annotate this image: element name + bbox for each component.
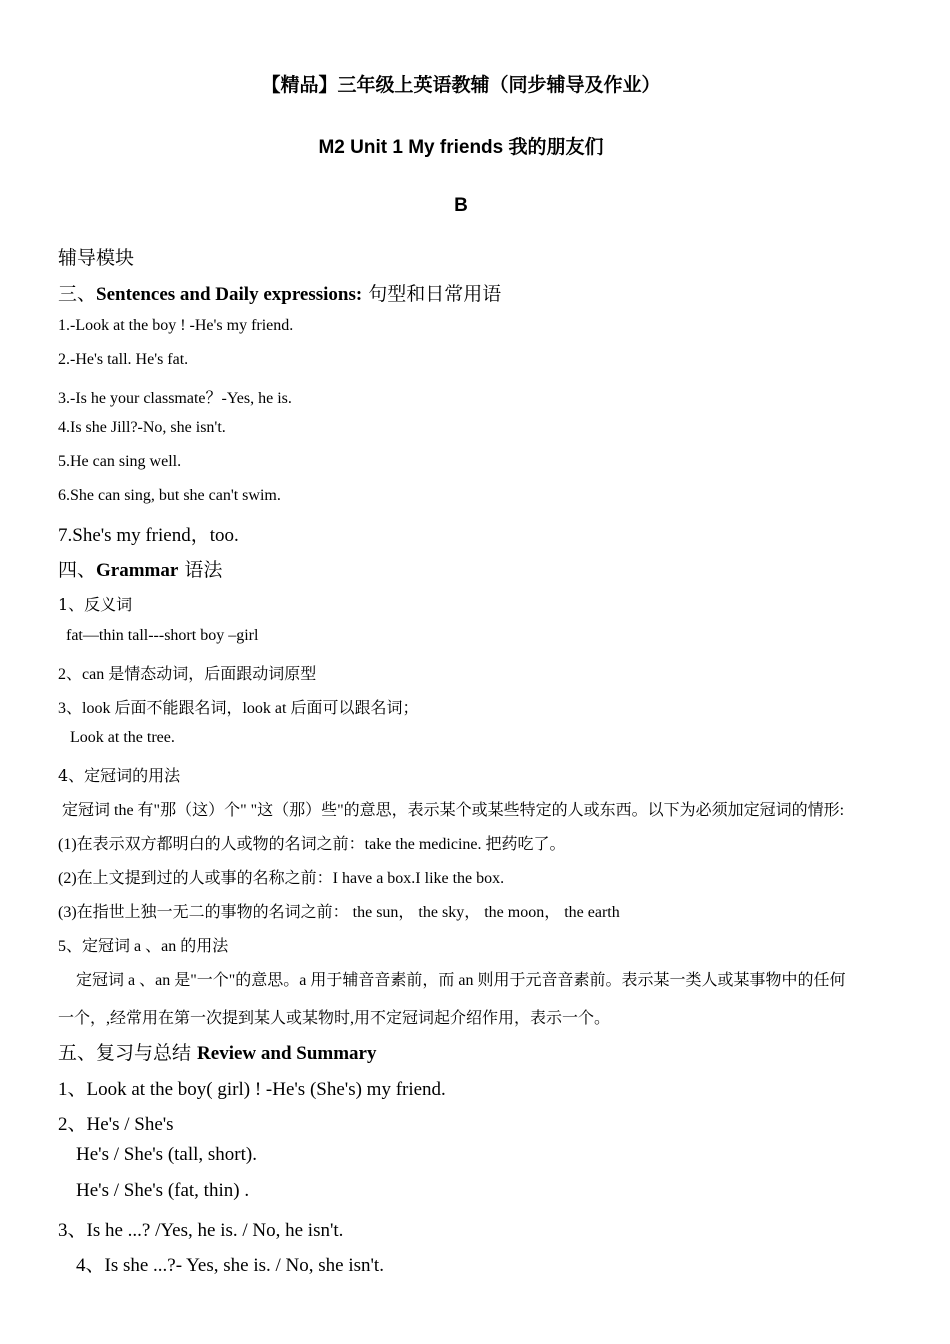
document-title: 【精品】三年级上英语教辅（同步辅导及作业） (261, 75, 661, 96)
section5-heading (58, 1038, 377, 1065)
grammar-case: (1)在表示双方都明白的人或物的名词之前：take the medicine. 把药吃了。 (58, 836, 566, 853)
review-item: 4、Is she ...?- Yes, she is. / No, she isn't. (76, 1255, 384, 1276)
sentence-item: 4.Is she Jill?-No, she isn't. (58, 419, 226, 436)
document-subtitle: M2 Unit 1 My friends 我的朋友们 (318, 137, 604, 158)
sentence-item: 5.He can sing well. (58, 453, 182, 470)
section4-heading-cn: 语法 (178, 559, 223, 581)
section4-prefix: 四、 (58, 559, 97, 581)
section3-prefix: 三、 (58, 283, 97, 305)
section3-heading (58, 279, 501, 306)
grammar-point-title: 3、look 后面不能跟名词，look at 后面可以跟名词； (58, 700, 419, 717)
sentence-item: 3.-Is he your classmate？-Yes, he is. (58, 390, 292, 407)
grammar-case: (3)在指世上独一无二的事物的名词之前： the sun， the sky， the moon， the earth (58, 904, 620, 921)
review-item: 2、He's / She's (58, 1114, 174, 1135)
section3-heading-en: Sentences and Daily expressions: (96, 284, 363, 305)
review-item: He's / She's (fat, thin) . (76, 1180, 250, 1201)
difficulty-level: B (454, 195, 468, 216)
grammar-point-title: 5、定冠词 a 、an 的用法 (58, 938, 229, 955)
sentence-item: 2.-He's tall. He's fat. (58, 351, 189, 368)
section4-heading-en: Grammar (96, 560, 179, 581)
section3-heading-cn: 句型和日常用语 (362, 283, 502, 305)
sentence-item: 1.-Look at the boy ! -He's my friend. (58, 317, 294, 334)
review-item: He's / She's (tall, short). (76, 1144, 257, 1165)
sentence-item: 7.She's my friend，too. (58, 525, 239, 546)
grammar-case: (2)在上文提到过的人或事的名称之前：I have a box.I like the box. (58, 870, 505, 887)
grammar-description: 一个，,经常用在第一次提到某人或某物时,用不定冠词起介绍作用，表示一个。 (58, 1010, 611, 1027)
section5-prefix: 五、复习与总结 (58, 1042, 198, 1064)
section5-heading-en: Review and Summary (197, 1043, 377, 1064)
review-item: 3、Is he ...? /Yes, he is. / No, he isn't. (58, 1220, 344, 1241)
sentence-item: 6.She can sing, but she can't swim. (58, 487, 281, 504)
section4-heading (58, 555, 222, 582)
grammar-example: fat—thin tall---short boy –girl (66, 627, 259, 644)
grammar-description: 定冠词 the 有"那（这）个" "这（那）些"的意思，表示某个或某些特定的人或东西。以下为必须加定冠词的情形: (62, 802, 845, 819)
module-label: 辅导模块 (58, 247, 135, 269)
grammar-description: 定冠词 a 、an 是"一个"的意思。a 用于辅音音素前，而 an 则用于元音音素前。表示某一类人或某事物中的任何 (76, 972, 846, 989)
grammar-point-title: 2、can 是情态动词，后面跟动词原型 (58, 666, 317, 683)
grammar-point-title: 1、反义词 (58, 595, 133, 614)
review-item: 1、Look at the boy( girl) ! -He's (She's) my friend. (58, 1079, 446, 1100)
grammar-point-title: 4、定冠词的用法 (58, 766, 181, 785)
grammar-example: Look at the tree. (70, 729, 175, 746)
